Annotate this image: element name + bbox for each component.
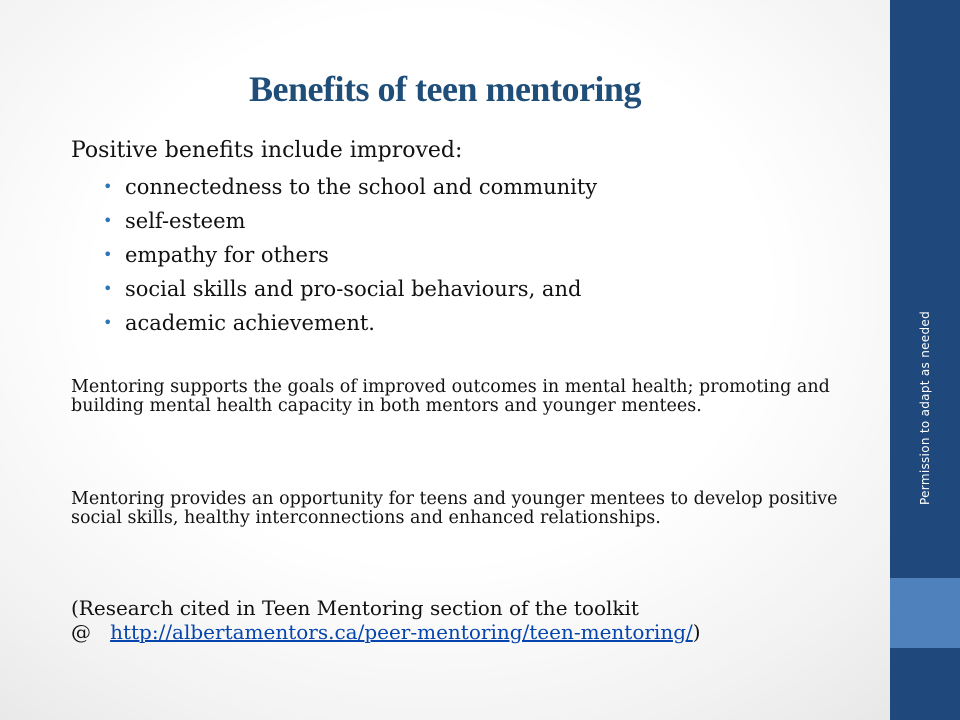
list-item: • academic achievement. (71, 306, 851, 340)
list-item: • self-esteem (71, 204, 851, 238)
paragraph-mental-health: Mentoring supports the goals of improved outcomes in mental health; promoting and building mental health capacity in both mentors and younger mentees. (71, 377, 830, 416)
list-item: • social skills and pro-social behaviours, and (71, 272, 851, 306)
slide-title: Benefits of teen mentoring (249, 69, 641, 109)
bullet-icon: • (103, 177, 113, 196)
bullet-icon: • (103, 279, 113, 298)
list-item: • connectedness to the school and community (71, 170, 851, 204)
reference-at: @ (71, 620, 91, 644)
bullet-icon: • (103, 211, 113, 230)
bullet-icon: • (103, 313, 113, 332)
reference-suffix: ) (692, 620, 701, 644)
paragraph-opportunity: Mentoring provides an opportunity for teens and younger mentees to develop positive social skills, healthy interconnections and enhanced relationships. (71, 489, 838, 528)
toolkit-link[interactable]: http://albertamentors.ca/peer-mentoring/teen-mentoring/ (110, 620, 693, 644)
reference-prefix: (Research cited in Teen Mentoring section of the toolkit (71, 596, 639, 620)
intro-text: Positive benefits include improved: (71, 138, 463, 163)
sidebar-caption: Permission to adapt as needed (918, 311, 932, 505)
list-item: • empathy for others (71, 238, 851, 272)
bullet-icon: • (103, 245, 113, 264)
slide-body (71, 128, 851, 340)
reference-citation (71, 596, 871, 644)
benefits-list (71, 170, 851, 340)
sidebar-accent (890, 578, 960, 648)
